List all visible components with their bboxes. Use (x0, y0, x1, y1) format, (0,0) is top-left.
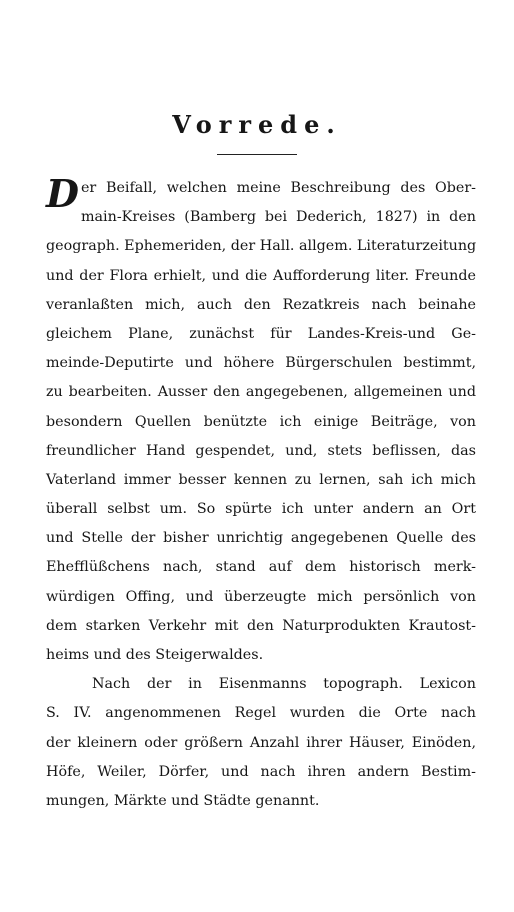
text-line: main-Kreises (Bamberg bei Dederich, 1827) in den (80, 209, 476, 226)
text-line: der kleinern oder größern Anzahl ihrer Häuser, Einöden, (46, 734, 476, 751)
text-line: freundlicher Hand gespendet, und, stets beflissen, das (46, 442, 476, 459)
text-line: Der Beifall, welchen meine Beschreibung des Ober- (46, 171, 476, 216)
text-line: überall selbst um. So spürte ich unter andern an Ort (46, 501, 476, 518)
text-line: zu bearbeiten. Ausser den angegebenen, allgemeinen und (46, 384, 476, 401)
text-line: und der Flora erhielt, und die Aufforderung liter. Freunde (46, 267, 476, 284)
preface-text (46, 171, 477, 816)
text-line: mungen, Märkte und Städte genannt. (46, 792, 320, 809)
text-line: Vaterland immer besser kennen zu lernen, sah ich mich (46, 471, 476, 488)
text-line: Höfe, Weiler, Dörfer, und nach ihren andern Bestim- (46, 763, 476, 780)
text-line: meinde-Deputirte und höhere Bürgerschulen bestimmt, (46, 355, 476, 372)
page-title: Vorrede. (172, 110, 342, 139)
text-line: Nach der in Eisenmanns topograph. Lexicon (92, 676, 476, 693)
text-line: S. IV. angenommenen Regel wurden die Orte nach (46, 705, 476, 722)
drop-cap: D (46, 171, 79, 216)
text-line: veranlaßten mich, auch den Rezatkreis nach beinahe (46, 296, 476, 313)
title-rule (217, 154, 297, 155)
text-line: und Stelle der bisher unrichtig angegebenen Quelle des (46, 530, 476, 547)
text-line: geograph. Ephemeriden, der Hall. allgem. Literaturzeitung (46, 238, 477, 255)
text-line: würdigen Offing, und überzeugte mich persönlich von (46, 588, 476, 605)
text-line: heims und des Steigerwaldes. (46, 647, 264, 663)
text-line: Ehefflüßchens nach, stand auf dem historisch merk- (46, 559, 476, 576)
text-line: gleichem Plane, zunächst für Landes-Kreis-und Ge- (46, 325, 476, 342)
text-line: dem starken Verkehr mit den Naturprodukten Krautost- (46, 617, 476, 634)
text-line: besondern Quellen benützte ich einige Beiträge, von (46, 413, 476, 430)
